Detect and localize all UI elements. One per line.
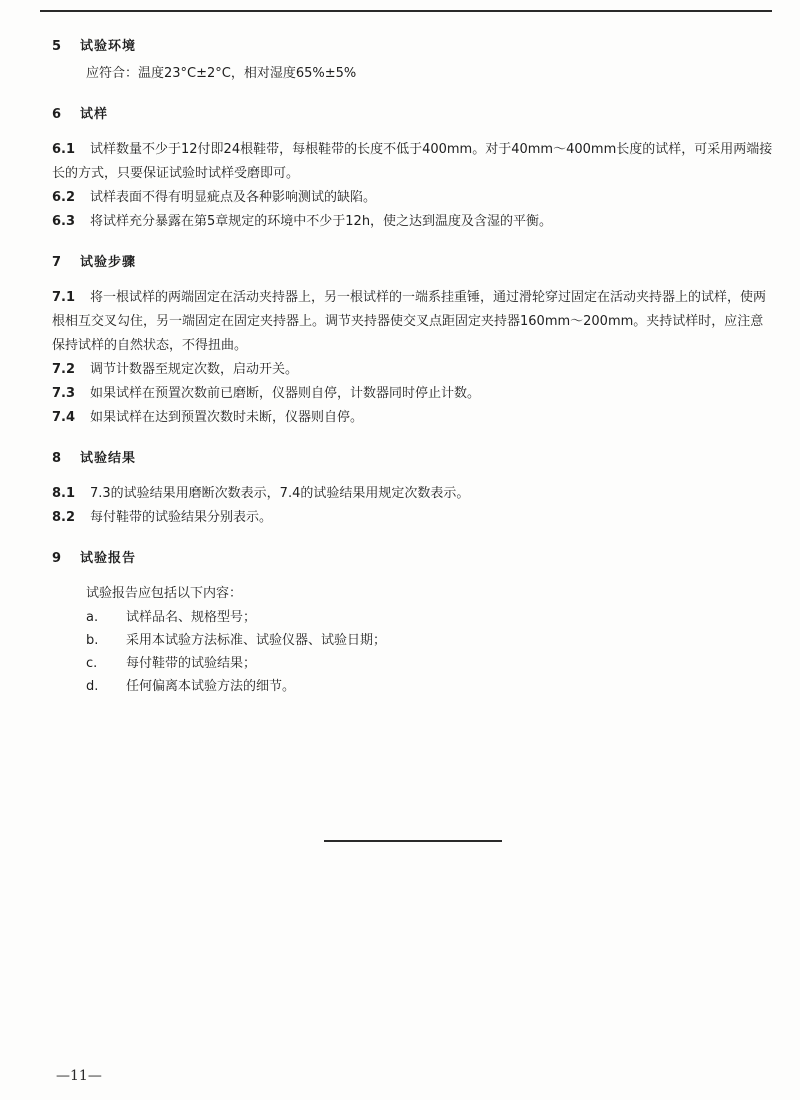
section-number: 6 (52, 107, 63, 122)
list-item-label: d. (86, 679, 99, 694)
clause-8-2 (52, 506, 774, 530)
clause-number: 6.3 (52, 214, 76, 229)
end-of-document-rule (324, 840, 502, 842)
clause-8-1 (52, 482, 774, 506)
section-5-body: 应符合：温度23°C±2°C，相对湿度65%±5% (86, 66, 357, 81)
clause-number: 7.4 (52, 410, 76, 425)
document-body (52, 36, 774, 698)
section-title: 试验结果 (80, 451, 137, 466)
list-item-label: a. (86, 610, 99, 625)
list-item-text: 每付鞋带的试验结果； (126, 656, 257, 671)
section-number: 7 (52, 255, 63, 270)
section-heading-9 (52, 548, 774, 570)
clause-text: 将试样充分暴露在第5章规定的环境中不少于12h，使之达到温度及含湿的平衡。 (90, 214, 553, 229)
clause-6-2 (52, 186, 774, 210)
report-intro: 试验报告应包括以下内容： (86, 586, 243, 601)
clause-number: 8.2 (52, 510, 76, 525)
section-number: 9 (52, 551, 63, 566)
clause-7-1 (52, 286, 774, 358)
list-item-label: c. (86, 656, 98, 671)
list-item-text: 采用本试验方法标准、试验仪器、试验日期； (126, 633, 387, 648)
clause-number: 7.3 (52, 386, 76, 401)
section-number: 8 (52, 451, 63, 466)
clause-text: 试样数量不少于12付即24根鞋带，每根鞋带的长度不低于400mm。对于40mm～400mm长度的试样，可采用两端接长的方式，只要保证试验时试样受磨即可。 (52, 142, 773, 181)
report-item-b (52, 629, 774, 652)
clause-text: 将一根试样的两端固定在活动夹持器上，另一根试样的一端系挂重锤，通过滑轮穿过固定在活动夹持器上的试样，使两根相互交叉勾住，另一端固定在固定夹持器上。调节夹持器使交叉点距固定夹持器160mm～200mm。夹持试样时，应注意保持试样的自然状态，不得扭曲。 (52, 290, 767, 353)
clause-text: 调节计数器至规定次数，启动开关。 (90, 362, 299, 377)
section-heading-5 (52, 36, 774, 58)
clause-7-2 (52, 358, 774, 382)
clause-6-1 (52, 138, 774, 186)
list-item-text: 任何偏离本试验方法的细节。 (126, 679, 296, 694)
section-number: 5 (52, 39, 63, 54)
clause-number: 7.2 (52, 362, 76, 377)
clause-6-3 (52, 210, 774, 234)
clause-number: 6.2 (52, 190, 76, 205)
section-heading-8 (52, 448, 774, 470)
clause-number: 6.1 (52, 142, 76, 157)
clause-text: 如果试样在预置次数前已磨断，仪器则自停，计数器同时停止计数。 (90, 386, 481, 401)
section-title: 试验报告 (80, 551, 137, 566)
section-title: 试验步骤 (80, 255, 137, 270)
clause-number: 8.1 (52, 486, 76, 501)
list-item-label: b. (86, 633, 99, 648)
page-number: —11— (56, 1068, 102, 1084)
report-item-c (52, 652, 774, 675)
clause-text: 7.3的试验结果用磨断次数表示，7.4的试验结果用规定次数表示。 (90, 486, 470, 501)
section-title: 试样 (80, 107, 109, 122)
clause-7-4 (52, 406, 774, 430)
list-item-text: 试样品名、规格型号； (126, 610, 257, 625)
header-rule (40, 10, 772, 12)
clause-7-3 (52, 382, 774, 406)
clause-number: 7.1 (52, 290, 76, 305)
section-heading-7 (52, 252, 774, 274)
clause-text: 如果试样在达到预置次数时未断，仪器则自停。 (90, 410, 364, 425)
section-heading-6 (52, 104, 774, 126)
section-title: 试验环境 (80, 39, 137, 54)
clause-text: 每付鞋带的试验结果分别表示。 (90, 510, 273, 525)
clause-text: 试样表面不得有明显疵点及各种影响测试的缺陷。 (90, 190, 377, 205)
report-item-d (52, 675, 774, 698)
report-item-a (52, 606, 774, 629)
